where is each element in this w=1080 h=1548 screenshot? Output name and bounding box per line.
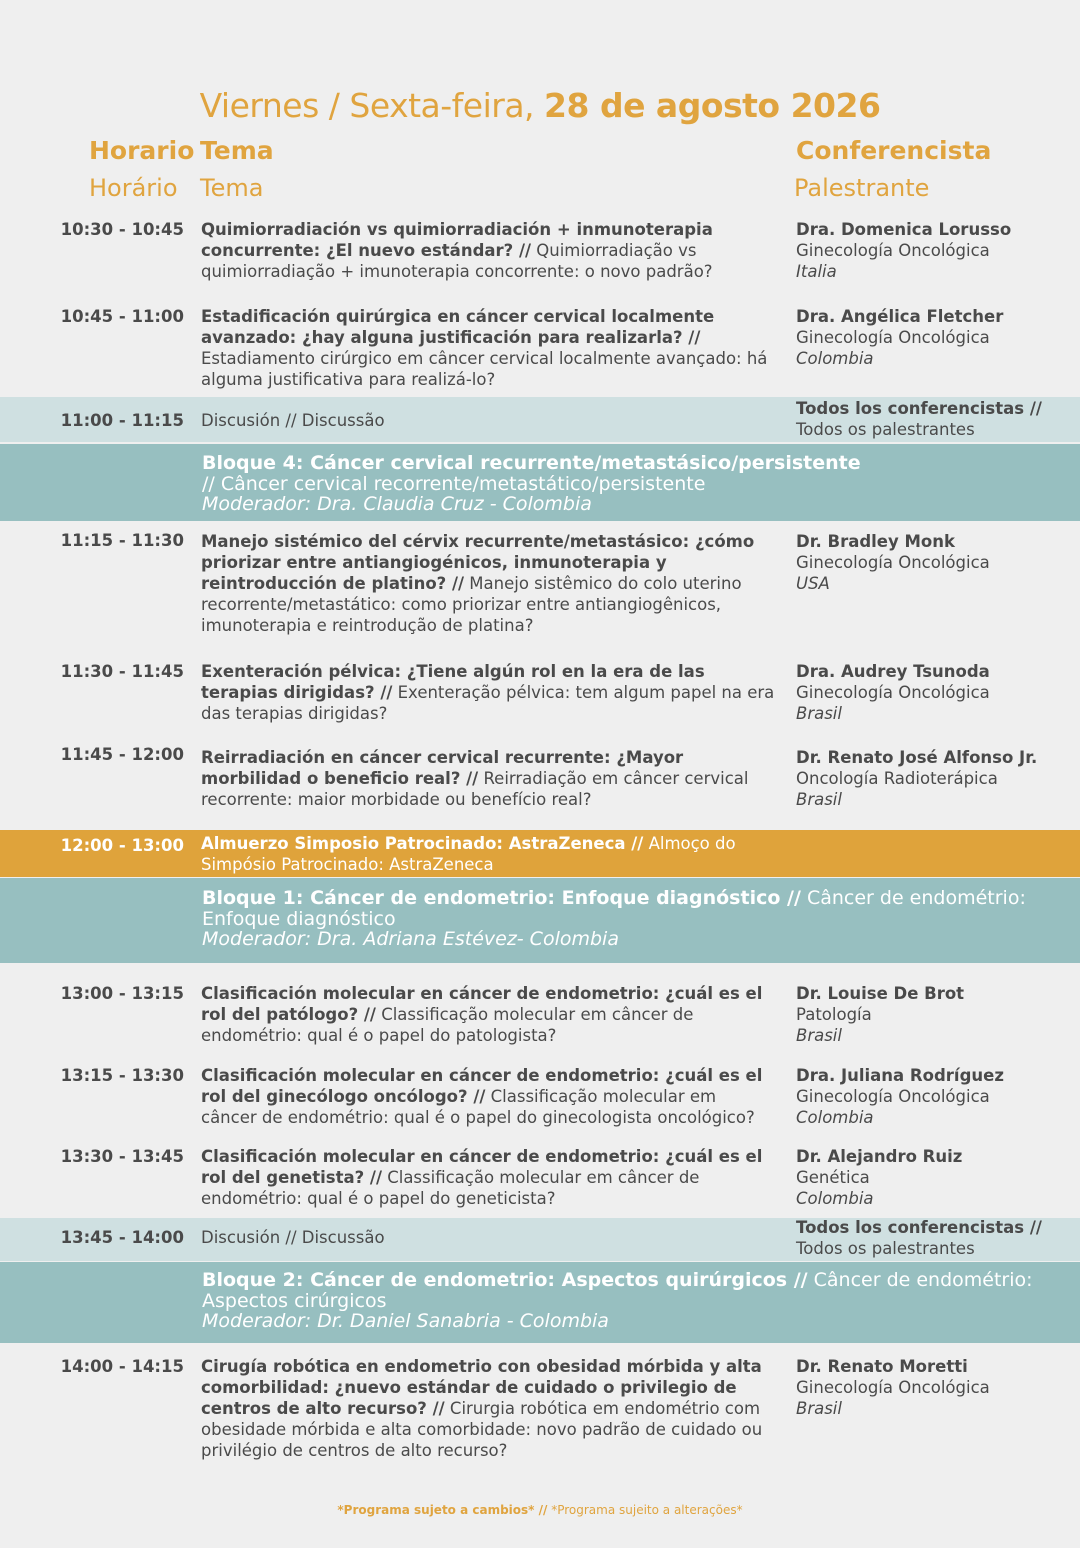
session-time: 13:30 - 13:45 [60,1147,184,1166]
speaker-name: Dra. Domenica Lorusso [796,220,1012,239]
page-title [0,86,1080,125]
session-topic: Estadificación quirúrgica en cáncer cervical localmente avanzado: ¿hay alguna justificación para realizarla? // Estadiamento cirúrgico em câncer cervical localmente avançado: há alguma justificativa para realizá-lo? [201,307,768,389]
footer-note: *Programa sujeto a cambios* // *Programa sujeito a alterações* [337,1503,743,1517]
header-time-pt: Horário [89,174,178,202]
block-header [202,1270,1052,1332]
block-title-pt: // Câncer cervical recorrente/metastático/persistente [202,472,706,495]
speaker-specialty: Ginecología Oncológica [796,241,990,260]
session-topic: Almuerzo Simposio Patrocinado: AstraZeneca // Almoço do Simpósio Patrocinado: AstraZeneca [201,834,736,874]
speaker-name: Dr. Renato José Alfonso Jr. [796,748,1038,767]
speaker-country: Italia [796,262,837,281]
session-time: 10:45 - 11:00 [60,307,184,326]
header-topic-pt: Tema [200,174,264,202]
header-speaker-es: Conferencista [796,136,992,165]
speaker-country: Brasil [796,1399,842,1418]
speaker [796,1356,1066,1419]
session-topic: Reirradiación en cáncer cervical recurrente: ¿Mayor morbilidad o beneficio real? // Reirradiação em câncer cervical recorrente: maior morbidade ou benefício real? [201,748,749,809]
speaker-country: Colombia [796,349,874,368]
speaker [796,983,1066,1046]
session-time: 13:45 - 14:00 [60,1228,184,1247]
session-time: 13:15 - 13:30 [60,1066,184,1085]
speaker-name: Dra. Juliana Rodríguez [796,1066,1004,1085]
speaker-name-pt: Todos os palestrantes [796,1239,975,1258]
session-topic: Discusión // Discussão [201,411,385,430]
speaker-specialty: Ginecología Oncológica [796,683,990,702]
speaker-name: Todos los conferencistas // [796,399,1042,418]
speaker [796,531,1066,594]
title-day: Viernes / Sexta-feira, [199,86,535,125]
speaker-name-pt: Todos os palestrantes [796,420,975,439]
block-moderator: Moderador: Dra. Adriana Estévez- Colombia [202,928,619,950]
speaker-country: Brasil [796,790,842,809]
block-moderator: Moderador: Dra. Claudia Cruz - Colombia [202,493,592,515]
session-topic: Exenteración pélvica: ¿Tiene algún rol en la era de las terapias dirigidas? // Exenteração pélvica: tem algum papel na era das terapias dirigidas? [201,662,775,723]
session-topic: Clasificación molecular en cáncer de endometrio: ¿cuál es el rol del patólogo? // Classificação molecular em câncer de endométrio: qual é o papel do patologista? [201,984,763,1045]
speaker-name: Dr. Alejandro Ruiz [796,1147,963,1166]
speaker-country: Brasil [796,1026,842,1045]
speaker-name: Dr. Renato Moretti [796,1357,968,1376]
speaker [796,306,1066,369]
speaker [796,1217,1066,1259]
speaker [796,1065,1066,1128]
block-title: Bloque 1: Cáncer de endometrio: Enfoque diagnóstico // [202,887,801,909]
speaker-specialty: Patología [796,1005,872,1024]
session-time: 14:00 - 14:15 [60,1357,184,1376]
session-topic: Clasificación molecular en cáncer de endometrio: ¿cuál es el rol del ginecólogo oncólogo? // Classificação molecular em câncer de endométrio: qual é o papel do ginecologista oncológico? [201,1066,763,1127]
block-header [202,888,1052,950]
speaker [796,219,1066,282]
block-header [202,453,1052,515]
speaker-specialty: Genética [796,1168,870,1187]
session-time: 11:15 - 11:30 [60,531,184,550]
session-topic: Cirugía robótica en endometrio con obesidad mórbida y alta comorbilidad: ¿nuevo estándar de cuidado o privilegio de centros de alto recurso? // Cirurgia robótica em endométrio com obesidade mórbida e alta comorbidade: novo padrão de cuidado ou privilégio de centros de alto recurso? [201,1357,763,1460]
speaker-specialty: Ginecología Oncológica [796,328,990,347]
block-title: Bloque 2: Cáncer de endometrio: Aspectos quirúrgicos // [202,1269,808,1291]
speaker-specialty: Ginecología Oncológica [796,1378,990,1397]
speaker [796,398,1066,440]
block-title-pt: Câncer de endométrio: Enfoque diagnóstico [202,887,1026,930]
session-time: 11:45 - 12:00 [60,745,184,764]
session-time: 12:00 - 13:00 [60,836,184,855]
speaker-country: Colombia [796,1189,874,1208]
speaker-specialty: Oncología Radioterápica [796,769,998,788]
speaker [796,661,1066,724]
header-topic-es: Tema [200,136,274,165]
session-topic: Manejo sistémico del cérvix recurrente/metastásico: ¿cómo priorizar entre antiangiogénicos, inmunoterapia y reintroducción de platino? // Manejo sistêmico do colo uterino recorrente/metastático: como priorizar entre antiangiogênicos, imunoterapia e reintrodução de platina? [201,532,755,635]
header-speaker-pt: Palestrante [794,174,930,202]
speaker-country: Brasil [796,704,842,723]
session-topic: Quimiorradiación vs quimiorradiación + inmunoterapia concurrente: ¿El nuevo estándar? // Quimiorradiação vs quimiorradiação + imunoterapia concorrente: o novo padrão? [201,220,713,281]
speaker-name: Dr. Bradley Monk [796,532,955,551]
title-date: 28 de agosto 2026 [544,86,881,125]
speaker [796,1146,1066,1209]
block-moderator: Moderador: Dr. Daniel Sanabria - Colombia [202,1310,609,1332]
speaker-name: Todos los conferencistas // [796,1218,1042,1237]
session-time: 13:00 - 13:15 [60,984,184,1003]
speaker [796,747,1066,810]
session-time: 11:00 - 11:15 [60,411,184,430]
session-topic: Discusión // Discussão [201,1228,385,1247]
block-title-pt: Câncer de endométrio: Aspectos cirúrgicos [202,1269,1033,1312]
session-time: 11:30 - 11:45 [60,662,184,681]
speaker-name: Dra. Angélica Fletcher [796,307,1004,326]
speaker-name: Dr. Louise De Brot [796,984,965,1003]
block-title: Bloque 4: Cáncer cervical recurrente/metastásico/persistente [202,452,861,474]
speaker-country: Colombia [796,1108,874,1127]
speaker-country: USA [796,574,830,593]
speaker-name: Dra. Audrey Tsunoda [796,662,990,681]
session-topic: Clasificación molecular en cáncer de endometrio: ¿cuál es el rol del genetista? // Classificação molecular em câncer de endométrio: qual é o papel do geneticista? [201,1147,763,1208]
speaker-specialty: Ginecología Oncológica [796,1087,990,1106]
header-time-es: Horario [89,136,195,165]
speaker-specialty: Ginecología Oncológica [796,553,990,572]
session-time: 10:30 - 10:45 [60,220,184,239]
